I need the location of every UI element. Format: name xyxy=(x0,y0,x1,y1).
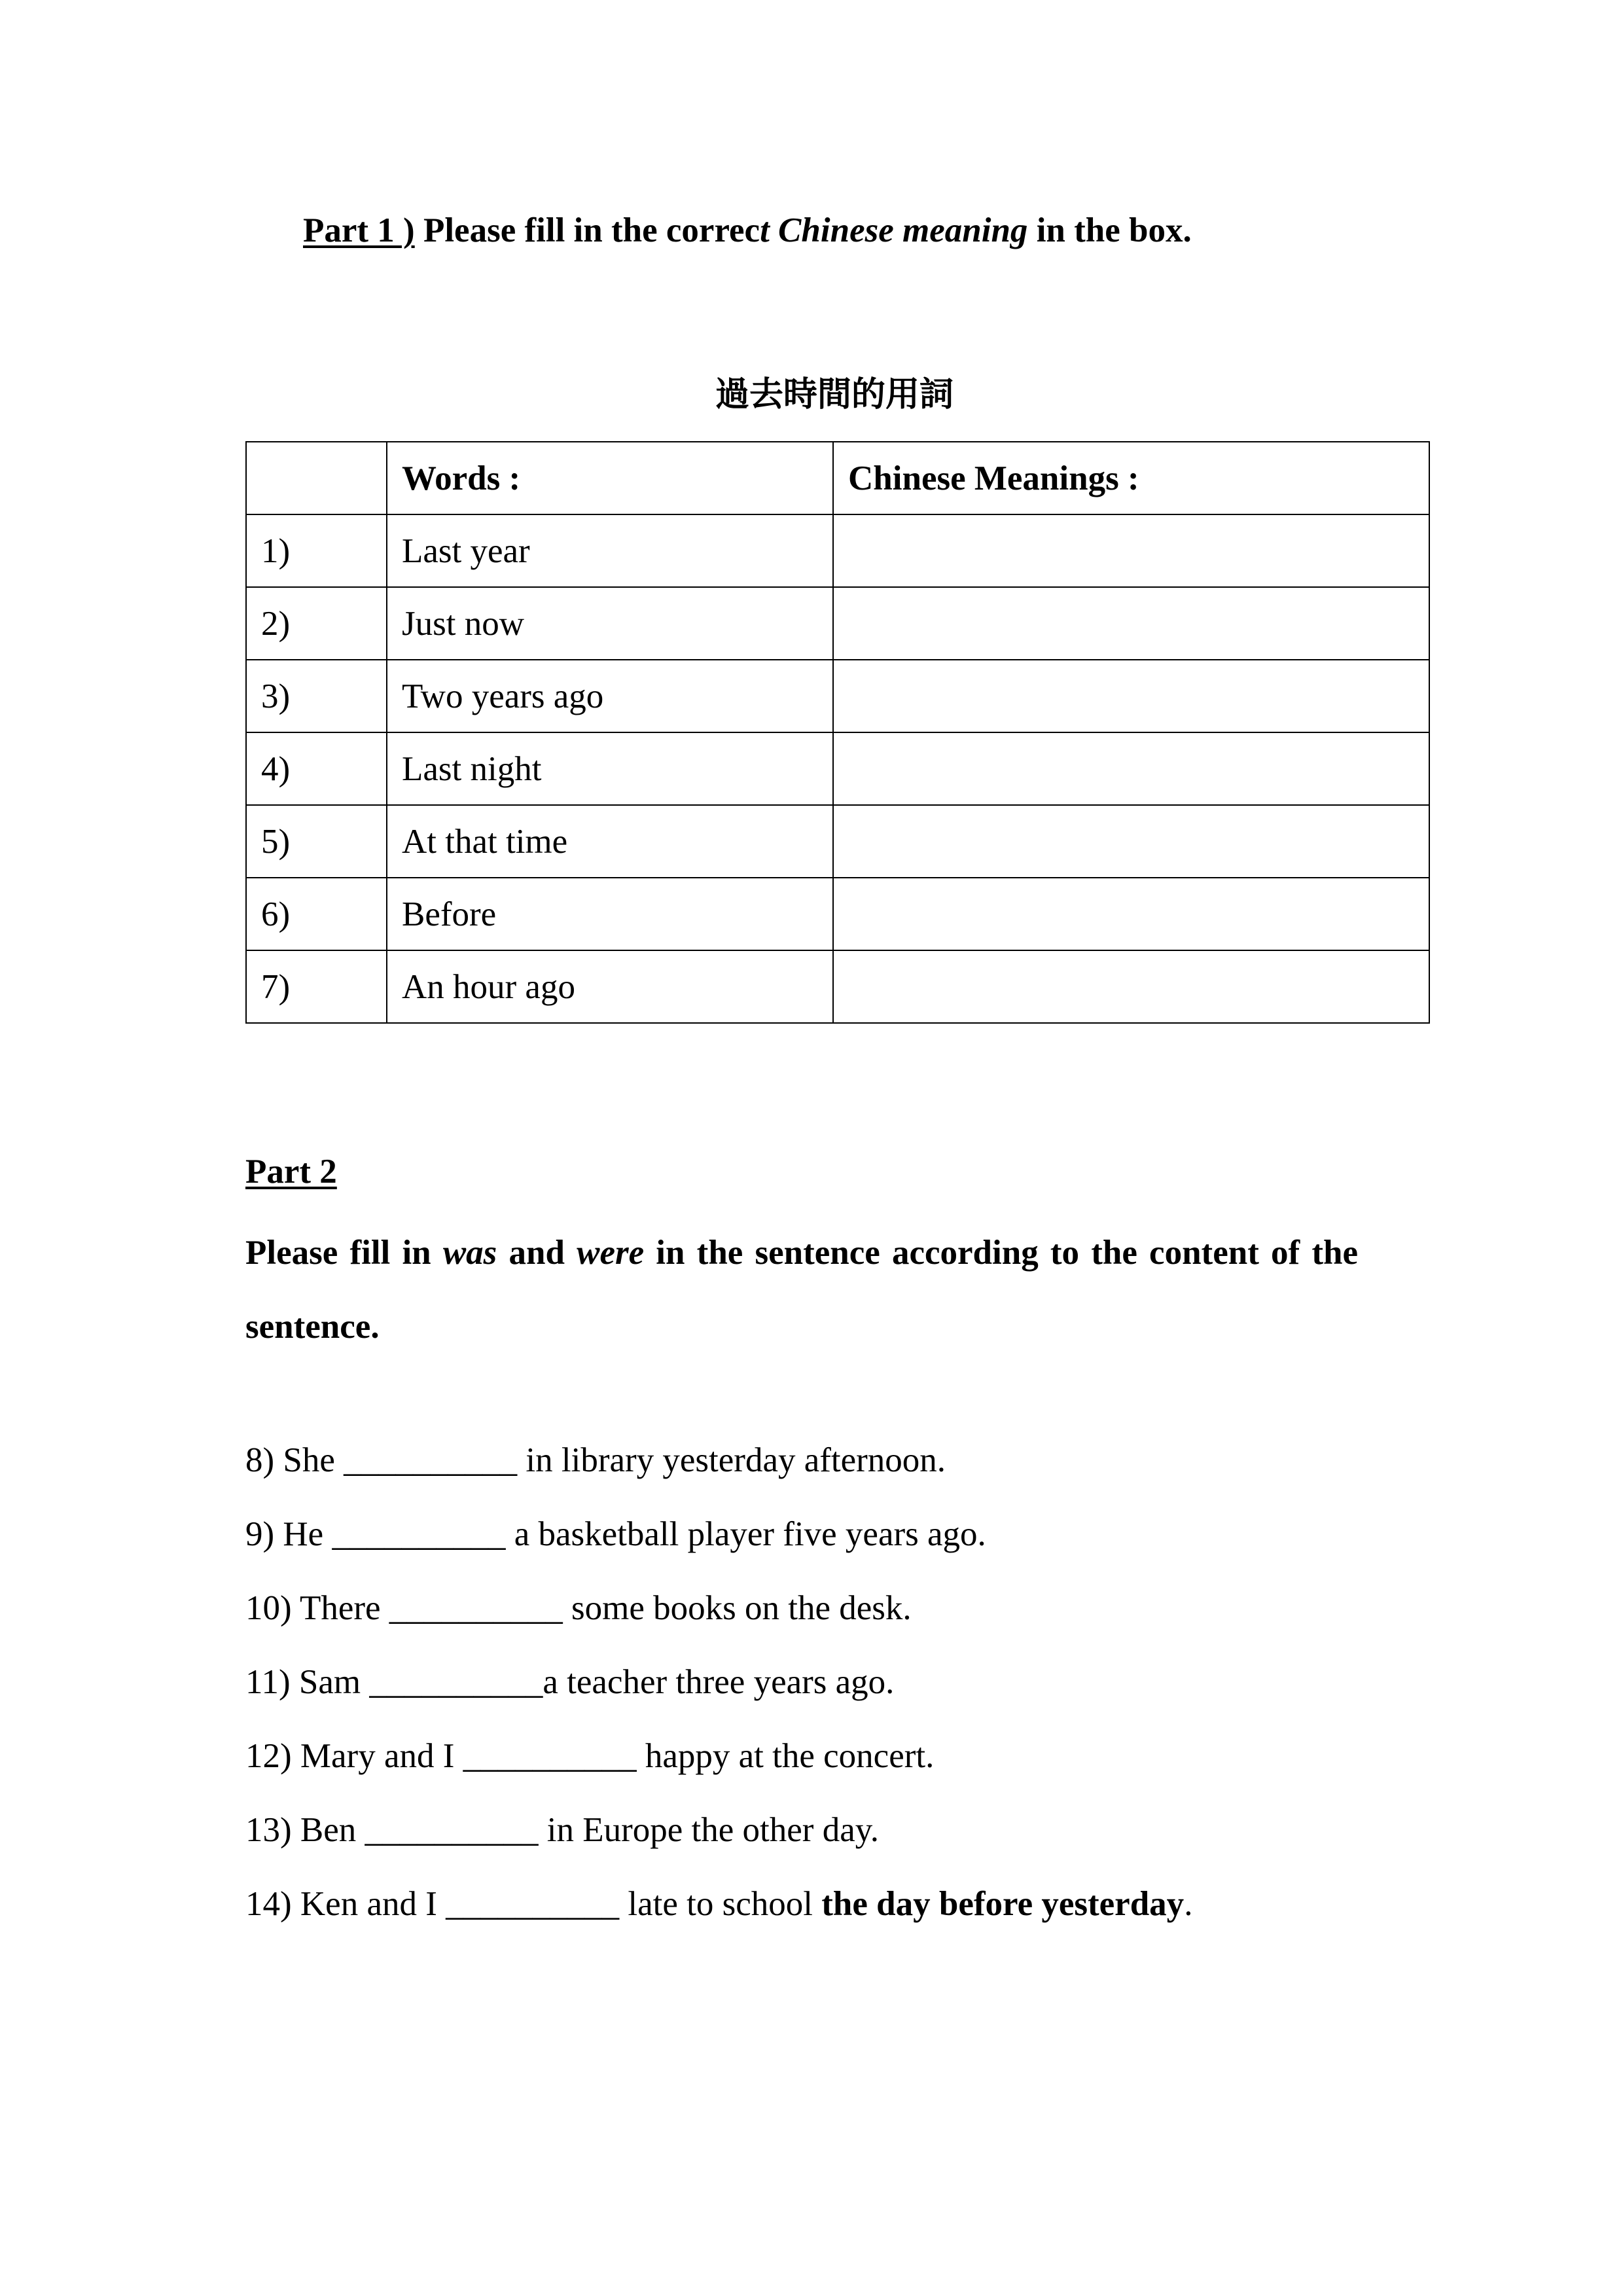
row-word: Before xyxy=(387,878,833,950)
part1-instruction-italic: t Chinese meaning xyxy=(760,211,1028,249)
table-row xyxy=(246,660,1429,732)
header-words: Words : xyxy=(387,442,833,514)
row-number: 1) xyxy=(246,514,387,587)
sentence-end: . xyxy=(1184,1885,1193,1923)
instruction-were: were xyxy=(577,1234,645,1272)
instruction-text: in the sentence according to the content of the sentence. xyxy=(245,1234,1358,1346)
table-row xyxy=(246,732,1429,805)
part1-label: Part 1 ) xyxy=(303,211,415,249)
meaning-answer-cell[interactable] xyxy=(833,878,1429,950)
row-word: Last year xyxy=(387,514,833,587)
part2-instructions xyxy=(245,1216,1358,1364)
meaning-answer-cell[interactable] xyxy=(833,587,1429,660)
table-row xyxy=(246,878,1429,950)
sentence-item: 8) She __________ in library yesterday afternoon. xyxy=(245,1441,946,1479)
sentence-text: 14) Ken and I __________ late to school xyxy=(245,1885,822,1923)
row-number: 5) xyxy=(246,805,387,878)
sentence-item: 9) He __________ a basketball player five years ago. xyxy=(245,1515,986,1553)
meaning-answer-cell[interactable] xyxy=(833,950,1429,1023)
row-word: Just now xyxy=(387,587,833,660)
instruction-was: was xyxy=(442,1234,497,1272)
row-number: 3) xyxy=(246,660,387,732)
meaning-answer-cell[interactable] xyxy=(833,805,1429,878)
row-word: At that time xyxy=(387,805,833,878)
sentence-item: 10) There __________ some books on the desk. xyxy=(245,1589,912,1627)
table-row xyxy=(246,950,1429,1023)
table-header-row xyxy=(246,442,1429,514)
sentence-item: 13) Ben __________ in Europe the other day. xyxy=(245,1811,880,1849)
table-caption: 過去時間的用詞 xyxy=(715,375,954,414)
sentence-item: 11) Sam __________a teacher three years ago. xyxy=(245,1663,895,1701)
header-number xyxy=(246,442,387,514)
part1-heading xyxy=(303,211,1192,250)
sentence-item: 12) Mary and I __________ happy at the concert. xyxy=(245,1737,935,1775)
row-word: Two years ago xyxy=(387,660,833,732)
part1-instruction-start: Please fill in the correc xyxy=(414,211,760,249)
instruction-text: and xyxy=(497,1234,577,1272)
part2-heading: Part 2 xyxy=(245,1153,337,1191)
table-row xyxy=(246,805,1429,878)
table-row xyxy=(246,514,1429,587)
row-word: An hour ago xyxy=(387,950,833,1023)
meaning-answer-cell[interactable] xyxy=(833,660,1429,732)
sentence-bold-phrase: the day before yesterday xyxy=(821,1885,1185,1923)
part1-instruction-end: in the box. xyxy=(1027,211,1192,249)
row-number: 4) xyxy=(246,732,387,805)
row-number: 7) xyxy=(246,950,387,1023)
table-row xyxy=(246,587,1429,660)
row-number: 6) xyxy=(246,878,387,950)
row-word: Last night xyxy=(387,732,833,805)
header-chinese-meanings: Chinese Meanings : xyxy=(833,442,1429,514)
meaning-answer-cell[interactable] xyxy=(833,514,1429,587)
vocabulary-table xyxy=(245,441,1430,1024)
sentence-item xyxy=(245,1884,1192,1924)
instruction-text: Please fill in xyxy=(245,1234,443,1272)
meaning-answer-cell[interactable] xyxy=(833,732,1429,805)
row-number: 2) xyxy=(246,587,387,660)
